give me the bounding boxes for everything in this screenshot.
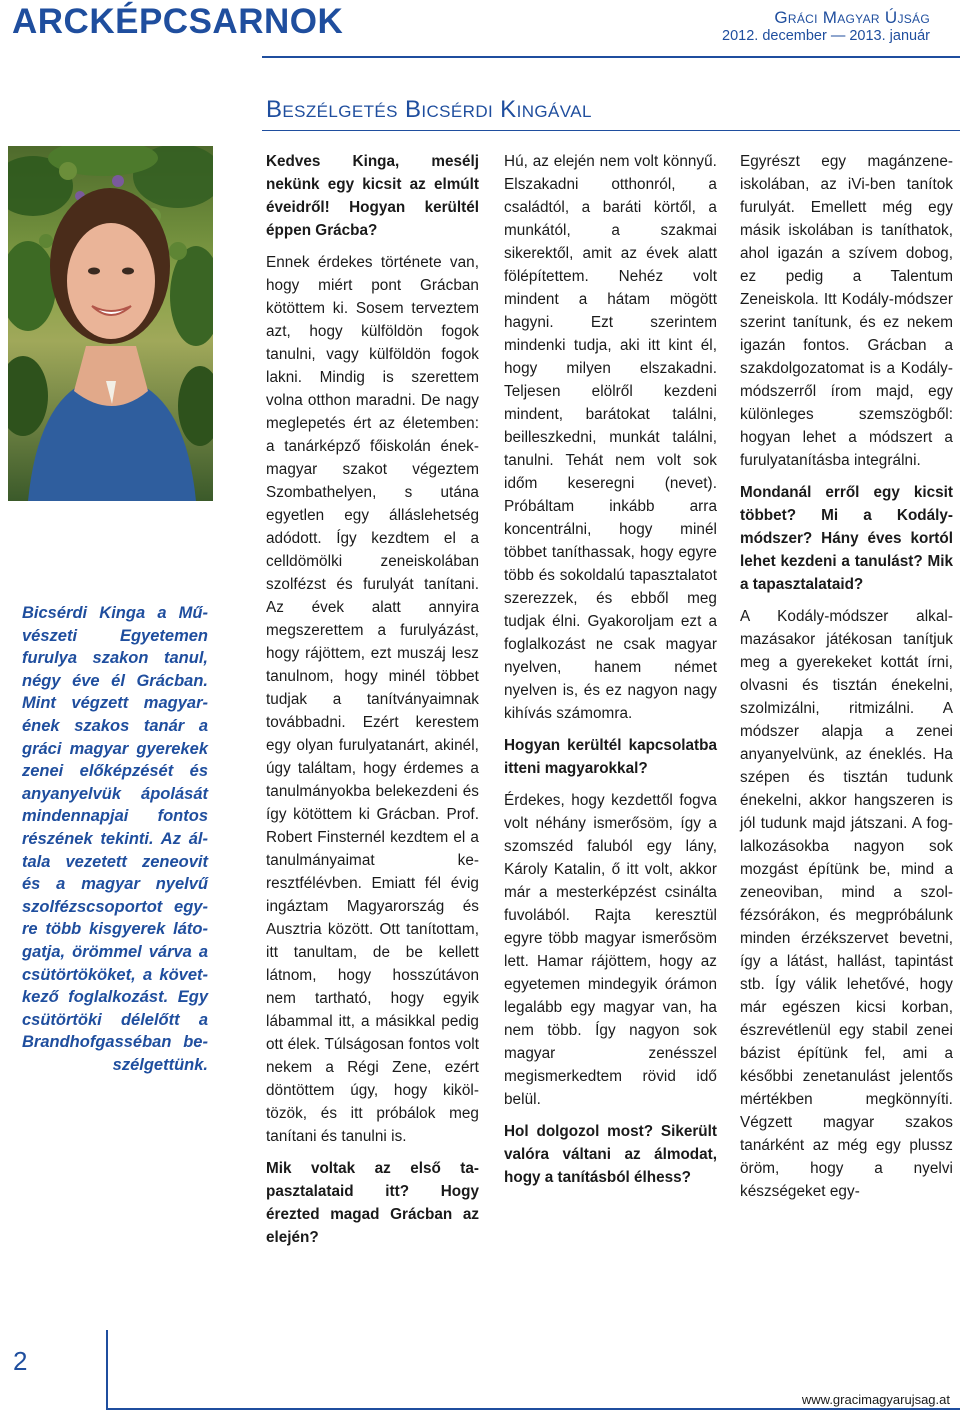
article-column-3 xyxy=(740,150,953,1212)
answer-1: Ennek érdekes története van, hogy miért pont Grácban kötöttem ki. Sosem terveztem azt, hogy külföldön fogok tanulni, vagy külföldön fogok lakni. Mindig is szerettem volna otthon maradni. De nagy meglepetés ért az életemben: a tanárképző főiskolán ének-magyar szakot végeztem Szombathelyen, s utána egyetlen egy álláslehetség adódott. Így kezdtem el a celldömölki zeneiskolában szolfézst és furulyát tanítani. Az évek alatt annyira megszerettem a furulyázást, hogy rájöttem, ezt muszáj lesz tanulnom, hogy minél többet tudjak a tanítványaimnak továbbadni. Ezért kerestem egy olyan furulyatanárt, akinél, úgy találtam, hogy érdemes a tanulmányokba belekezdeni és így kötöttem ki Grácban. Prof. Robert Finsternél kezdtem el a tanulmányaimat keresztfélévben. Emiatt fél évig ingáztam Magyarország és Ausztria között. Ott tanítottam, itt tanultam, de be kellett látnom, hogy hosszútávon nem tartható, hogy egyik lábammal itt, a másikkal pedig ott élek. Túlságosan fontos volt nekem a Régi Zene, ezért döntöttem úgy, hogy kiköltözök, és itt próbálok meg tanítani és tanulni is. xyxy=(266,254,479,1145)
face xyxy=(67,223,155,339)
portrait-illustration xyxy=(8,146,213,501)
issue-date: 2012. december — 2013. január xyxy=(722,28,930,44)
portrait-photo xyxy=(8,146,213,501)
question-4: Hol dolgozol most? Sikerült valóra váltani az álmodat, hogy a tanításból élhess? xyxy=(504,1123,717,1186)
article-column-1 xyxy=(266,150,479,1258)
publication-name: Gráci Magyar Újság xyxy=(774,8,930,27)
article-title: Beszélgetés Bicsérdi Kingával xyxy=(266,96,592,123)
question-1: Kedves Kinga, mesélj nekünk egy kicsit az elmúlt éveidről! Hogyan kerültél éppen Grácba? xyxy=(266,153,479,239)
article-column-2 xyxy=(504,150,717,1198)
question-5: Mondanál erről egy kicsit többet? Mi a Kodály-módszer? Hány éves kortól lehet kezdeni a tanulást? Mik a tapasztalataid? xyxy=(740,484,953,593)
header-rule xyxy=(262,56,960,58)
footer-rule-vertical xyxy=(106,1330,108,1410)
question-2: Mik voltak az első tapasztalataid itt? Hogy érezted magad Grácban az elején? xyxy=(266,1160,479,1246)
question-3: Hogyan kerültél kapcsolatba itteni magyarokkal? xyxy=(504,737,717,777)
answer-3: Érdekes, hogy kezdettől fogva volt néhány ismerősöm, így a szomszéd faluból egy lány, Károly Katalin, ő itt volt, akkor már a mesterképzést csinálta fuvolából. Rajta keresztül egyre több magyar ismerősöm lett. Hamar rájöttem, hogy az egyetemen mindegyik órámon legalább egy magyar van, ha nem több. Így nagyon sok magyar zenésszel megismerkedtem rövid idő belül. xyxy=(504,792,717,1108)
section-title: ARCKÉPCSARNOK xyxy=(12,2,344,41)
title-rule xyxy=(262,130,960,131)
page-number: 2 xyxy=(13,1346,28,1376)
website-link[interactable]: www.gracimagyarujsag.at xyxy=(801,1392,950,1407)
answer-2: Hú, az elején nem volt könnyű. Elszakadni otthonról, a családtól, a baráti körtől, a munkától, a szakmai sikerektől, amit az évek alatt fölépítettem. Nehéz volt mindent a hátam mögött hagyni. Ezt szerintem mindenki tudja, aki itt kint él, hogy milyen elszakadni. Teljesen elölről kezdeni mindent, barátokat találni, beilleszkedni, munkát találni, tanulni. Tehát nem volt sok időm keseregni (nevet). Próbáltam inkább arra koncentrálni, hogy minél többet taníthassak, hogy egyre több és sokoldalú tapasztalatot szerezzek, és ebből meg tudjak élni. Gyakoroljam ezt a foglalkozást ne csak magyar nyelven, hanem német nyelven is, és ez nagyon nagy kihívás számomra. xyxy=(504,153,717,722)
answer-4: Egyrészt egy magánzeneiskolában, az iVi-ben tanítok furulyát. Emellett még egy másik iskolában is taníthatok, ahol igazán a szívem dobog, ez pedig a Talentum Zeneiskola. Itt Kodály-módszer szerint tanítunk, és ez nekem igazán fontos. Grácban a szakdolgozatomat is a Kodály-módszerről írom majd, egy különleges szemszögből: hogyan lehet a módszert a furulyatanításba integrálni. xyxy=(740,153,953,469)
intro-caption: Bicsérdi Kinga a Művészeti Egyetemen furulya szakon tanul, négy éve él Grácban. Mint végzett magyar-ének szakos tanár a gráci magyar gyerekek zenei előképzését és anyanyelvük ápolását mindennapjai fontos részének tekinti. Az általa vezetett zeneovit és a magyar nyelvű szolfézscsoportot egyre több kisgyerek látogatja, örömmel várva a csütörtököket, a következő foglalkozást. Egy csütörtöki délelőtt a Brandhofgasséban beszélgettünk. xyxy=(22,604,208,1074)
footer-rule xyxy=(108,1408,960,1410)
answer-5: A Kodály-módszer alkalmazásakor játékosan tanítjuk meg a gyerekeket kottát írni, olvasni és tisztán énekelni, szolmizálni, ritmizálni. A módszer alapja a zenei anyanyelvünk, az éneklés. Ha szépen és tisztán tudunk énekelni, akkor hangszeren is jól tudunk majd játszani. A foglalkozásokba nagyon sok mozgást építünk be, mind a zeneoviban, mind a szolfézsórákon, és megpróbálunk minden érzékszervet bevetni, így a látást, hallást, tapintást stb. Így válik lehetővé, hogy már egészen kicsi korban, észrevétlenül egy stabil zenei bázist építünk fel, ami a későbbi zenetanulást jelentős mértékben megkönnyíti. Végzett magyar szakos tanárként az még egy plussz öröm, hogy a nyelvi készségeket egy- xyxy=(740,608,953,1200)
